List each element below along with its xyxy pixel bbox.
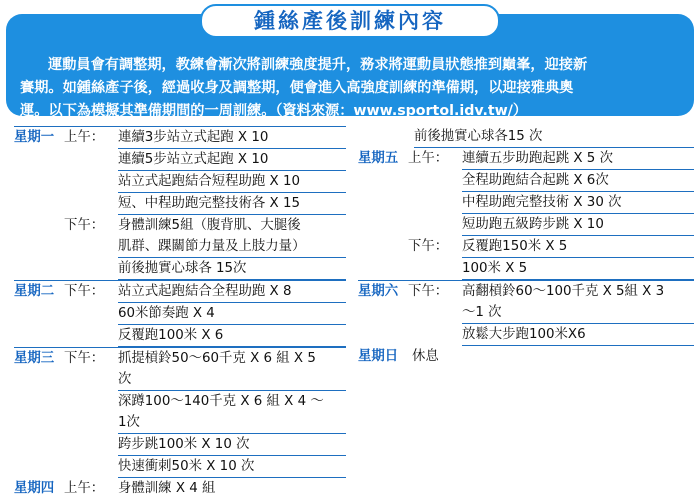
day-label-wednesday: 星期三 [14, 351, 55, 366]
training-item: 次 [118, 369, 346, 391]
training-item: 站立式起跑結合全程助跑 X 8 [118, 281, 346, 303]
period-am: 上午： [64, 130, 105, 145]
day-label-tuesday: 星期二 [14, 284, 55, 299]
period-pm: 下午： [64, 351, 105, 366]
training-item: 身體訓練 X 4 組 [118, 481, 216, 496]
training-item: 放鬆大步跑100米X6 [462, 324, 694, 346]
intro-line-3: 運。以下為模擬其準備期間的一周訓練。（資料來源：www.sportol.idv.tw/） [20, 103, 528, 119]
training-item: 站立式起跑結合短程助跑 X 10 [118, 171, 346, 193]
day-thursday [14, 478, 346, 499]
training-item: 1次 [118, 412, 346, 434]
day-monday [14, 126, 346, 215]
training-item: 前後拋實心球各15 次 [414, 126, 694, 148]
training-item: 抓提槓鈴50～60千克 X 6 組 X 5 [118, 351, 316, 366]
period-pm: 下午： [408, 239, 449, 254]
intro-line-2: 賽期。如鍾絲產子後，經過收身及調整期，便會進入高強度訓練的準備期，以迎接雅典奧 [20, 80, 574, 96]
training-item: 短、中程助跑完整技術各 X 15 [118, 193, 346, 215]
period-am: 上午： [408, 151, 449, 166]
intro-text [20, 54, 692, 123]
day-saturday [358, 280, 694, 346]
training-item: 中程助跑完整技術 X 30 次 [462, 192, 694, 214]
training-item: 60米節奏跑 X 4 [118, 303, 346, 325]
day-label-monday: 星期一 [14, 130, 55, 145]
training-item: 身體訓練5組（腹背肌、大腿後 [118, 218, 301, 233]
day-friday-pm [358, 236, 694, 280]
training-item: 快速衝刺50米 X 10 次 [118, 456, 346, 478]
period-pm: 下午： [408, 284, 449, 299]
day-tuesday [14, 280, 346, 347]
page-title: 鍾絲產後訓練內容 [200, 4, 500, 38]
schedule-left-column [14, 126, 346, 499]
rest-label: 休息 [412, 349, 439, 364]
training-item: 高翻槓鈴60～100千克 X 5組 X 3 [462, 284, 665, 299]
training-item: 連續5步站立式起跑 X 10 [118, 149, 346, 171]
training-item: 跨步跳100米 X 10 次 [118, 434, 346, 456]
training-item: 連續五步助跑起跳 X 5 次 [462, 148, 694, 170]
period-pm: 下午： [64, 284, 105, 299]
training-item: 100米 X 5 [462, 258, 694, 280]
training-item: 反覆跑100米 X 6 [118, 325, 346, 347]
training-item: 全程助跑結合起跳 X 6次 [462, 170, 694, 192]
training-item: 深蹲100～140千克 X 6 組 X 4 ～ [118, 394, 324, 409]
training-item: 反覆跑150米 X 5 [462, 236, 694, 258]
training-item: 肌群、踝關節力量及上肢力量） [118, 236, 346, 258]
training-item: 連續3步站立式起跑 X 10 [118, 127, 346, 149]
day-sunday [358, 346, 694, 367]
training-item: 短助跑五級跨步跳 X 10 [462, 214, 694, 236]
day-wednesday [14, 347, 346, 478]
intro-line-1: 運動員會有調整期，教練會漸次將訓練強度提升，務求將運動員狀態推到巔峯，迎接新 [48, 57, 588, 73]
day-label-saturday: 星期六 [358, 284, 399, 299]
day-friday [358, 148, 694, 236]
day-label-friday: 星期五 [358, 151, 399, 166]
day-label-thursday: 星期四 [14, 481, 55, 496]
training-item-empty [462, 346, 694, 367]
schedule-right-column [358, 126, 694, 367]
training-item: ～1 次 [462, 302, 694, 324]
training-item: 前後拋實心球各 15次 [118, 258, 346, 280]
day-label-sunday: 星期日 [358, 349, 399, 364]
period-am: 上午： [64, 481, 105, 496]
day-monday-pm [14, 215, 346, 280]
period-pm: 下午： [64, 218, 105, 233]
day-thursday-continued [358, 126, 694, 148]
